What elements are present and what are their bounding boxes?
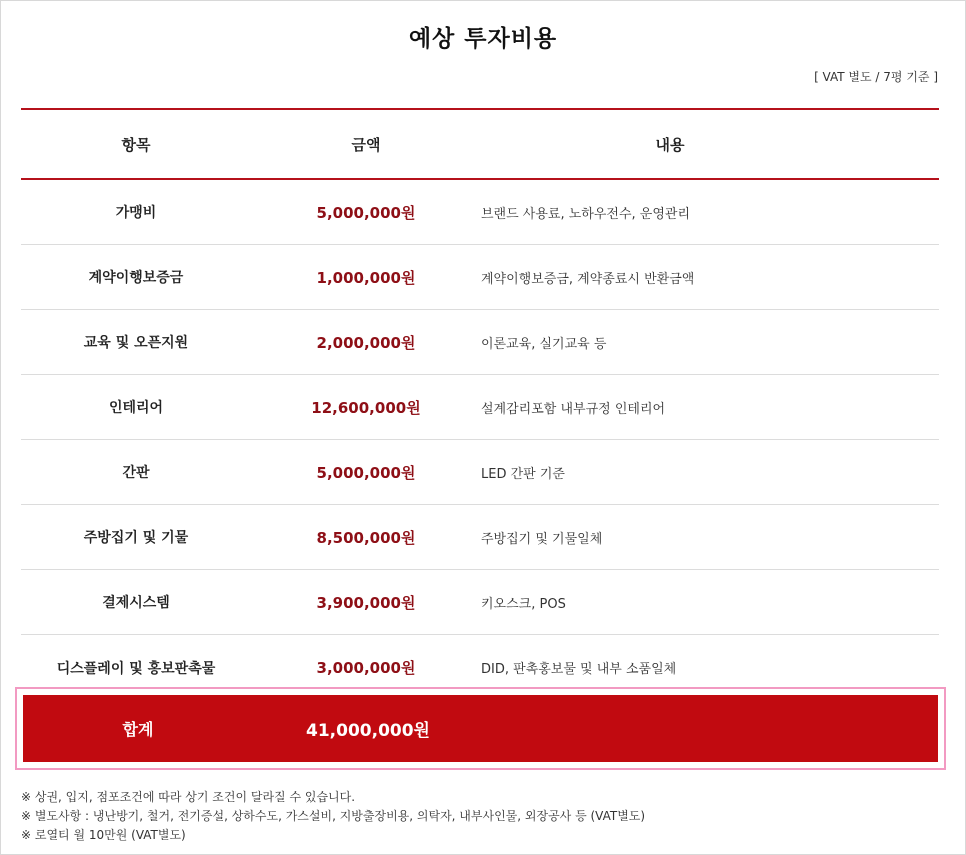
- footnote: ※ 별도사항 : 냉난방기, 철거, 전기증설, 상하수도, 가스설비, 지방출장비용, 의탁자, 내부사인물, 외장공사 등 (VAT별도): [21, 809, 646, 823]
- vat-note: [ VAT 별도 / 7평 기준 ]: [814, 70, 938, 84]
- row-amount: 8,500,000원: [316, 528, 416, 547]
- row-content: 주방집기 및 기물일체: [481, 531, 603, 547]
- table-row: [21, 180, 939, 245]
- row-content: DID, 판촉홍보물 및 내부 소품일체: [481, 662, 677, 677]
- total-row: [23, 695, 938, 762]
- row-content: 키오스크, POS: [481, 596, 566, 612]
- row-item: 교육 및 오픈지원: [83, 335, 189, 351]
- row-item: 간판: [122, 465, 150, 481]
- row-amount: 2,000,000원: [316, 333, 416, 352]
- row-content: LED 간판 기준: [481, 466, 565, 482]
- table-row: [21, 375, 939, 440]
- table-row: [21, 570, 939, 635]
- header-amount: 금액: [351, 135, 381, 154]
- footnote: ※ 상권, 입지, 점포조건에 따라 상기 조건이 달라질 수 있습니다.: [21, 790, 356, 804]
- table-row: [21, 505, 939, 570]
- total-label: 합계: [122, 720, 154, 739]
- row-amount: 3,900,000원: [316, 593, 416, 612]
- row-amount: 5,000,000원: [316, 463, 416, 482]
- row-amount: 5,000,000원: [316, 203, 416, 222]
- row-item: 가맹비: [115, 205, 157, 221]
- row-content: 브랜드 사용료, 노하우전수, 운영관리: [481, 206, 691, 222]
- row-content: 이론교육, 실기교육 등: [481, 336, 607, 352]
- investment-table: [21, 108, 939, 700]
- page-title: 예상 투자비용: [408, 26, 558, 52]
- total-highlight: [15, 687, 946, 770]
- row-amount: 3,000,000원: [316, 659, 416, 677]
- table-row: [21, 440, 939, 505]
- footnote: ※ 로열티 월 10만원 (VAT별도): [21, 828, 186, 842]
- table-row: [21, 310, 939, 375]
- table-header: [21, 108, 939, 180]
- total-amount: 41,000,000원: [306, 721, 430, 741]
- row-amount: 12,600,000원: [311, 398, 421, 417]
- table-row: [21, 245, 939, 310]
- row-item: 결제시스템: [102, 595, 170, 611]
- footnotes: [21, 788, 645, 845]
- row-item: 계약이행보증금: [88, 270, 184, 286]
- header-item: 항목: [121, 135, 151, 154]
- row-content: 설계감리포함 내부규정 인테리어: [481, 401, 666, 417]
- row-item: 인테리어: [108, 400, 164, 416]
- row-amount: 1,000,000원: [316, 268, 416, 287]
- row-content: 계약이행보증금, 계약종료시 반환금액: [481, 271, 695, 287]
- row-item: 디스플레이 및 홍보판촉물: [56, 660, 216, 677]
- row-item: 주방집기 및 기물: [83, 530, 189, 546]
- header-content: 내용: [655, 135, 685, 154]
